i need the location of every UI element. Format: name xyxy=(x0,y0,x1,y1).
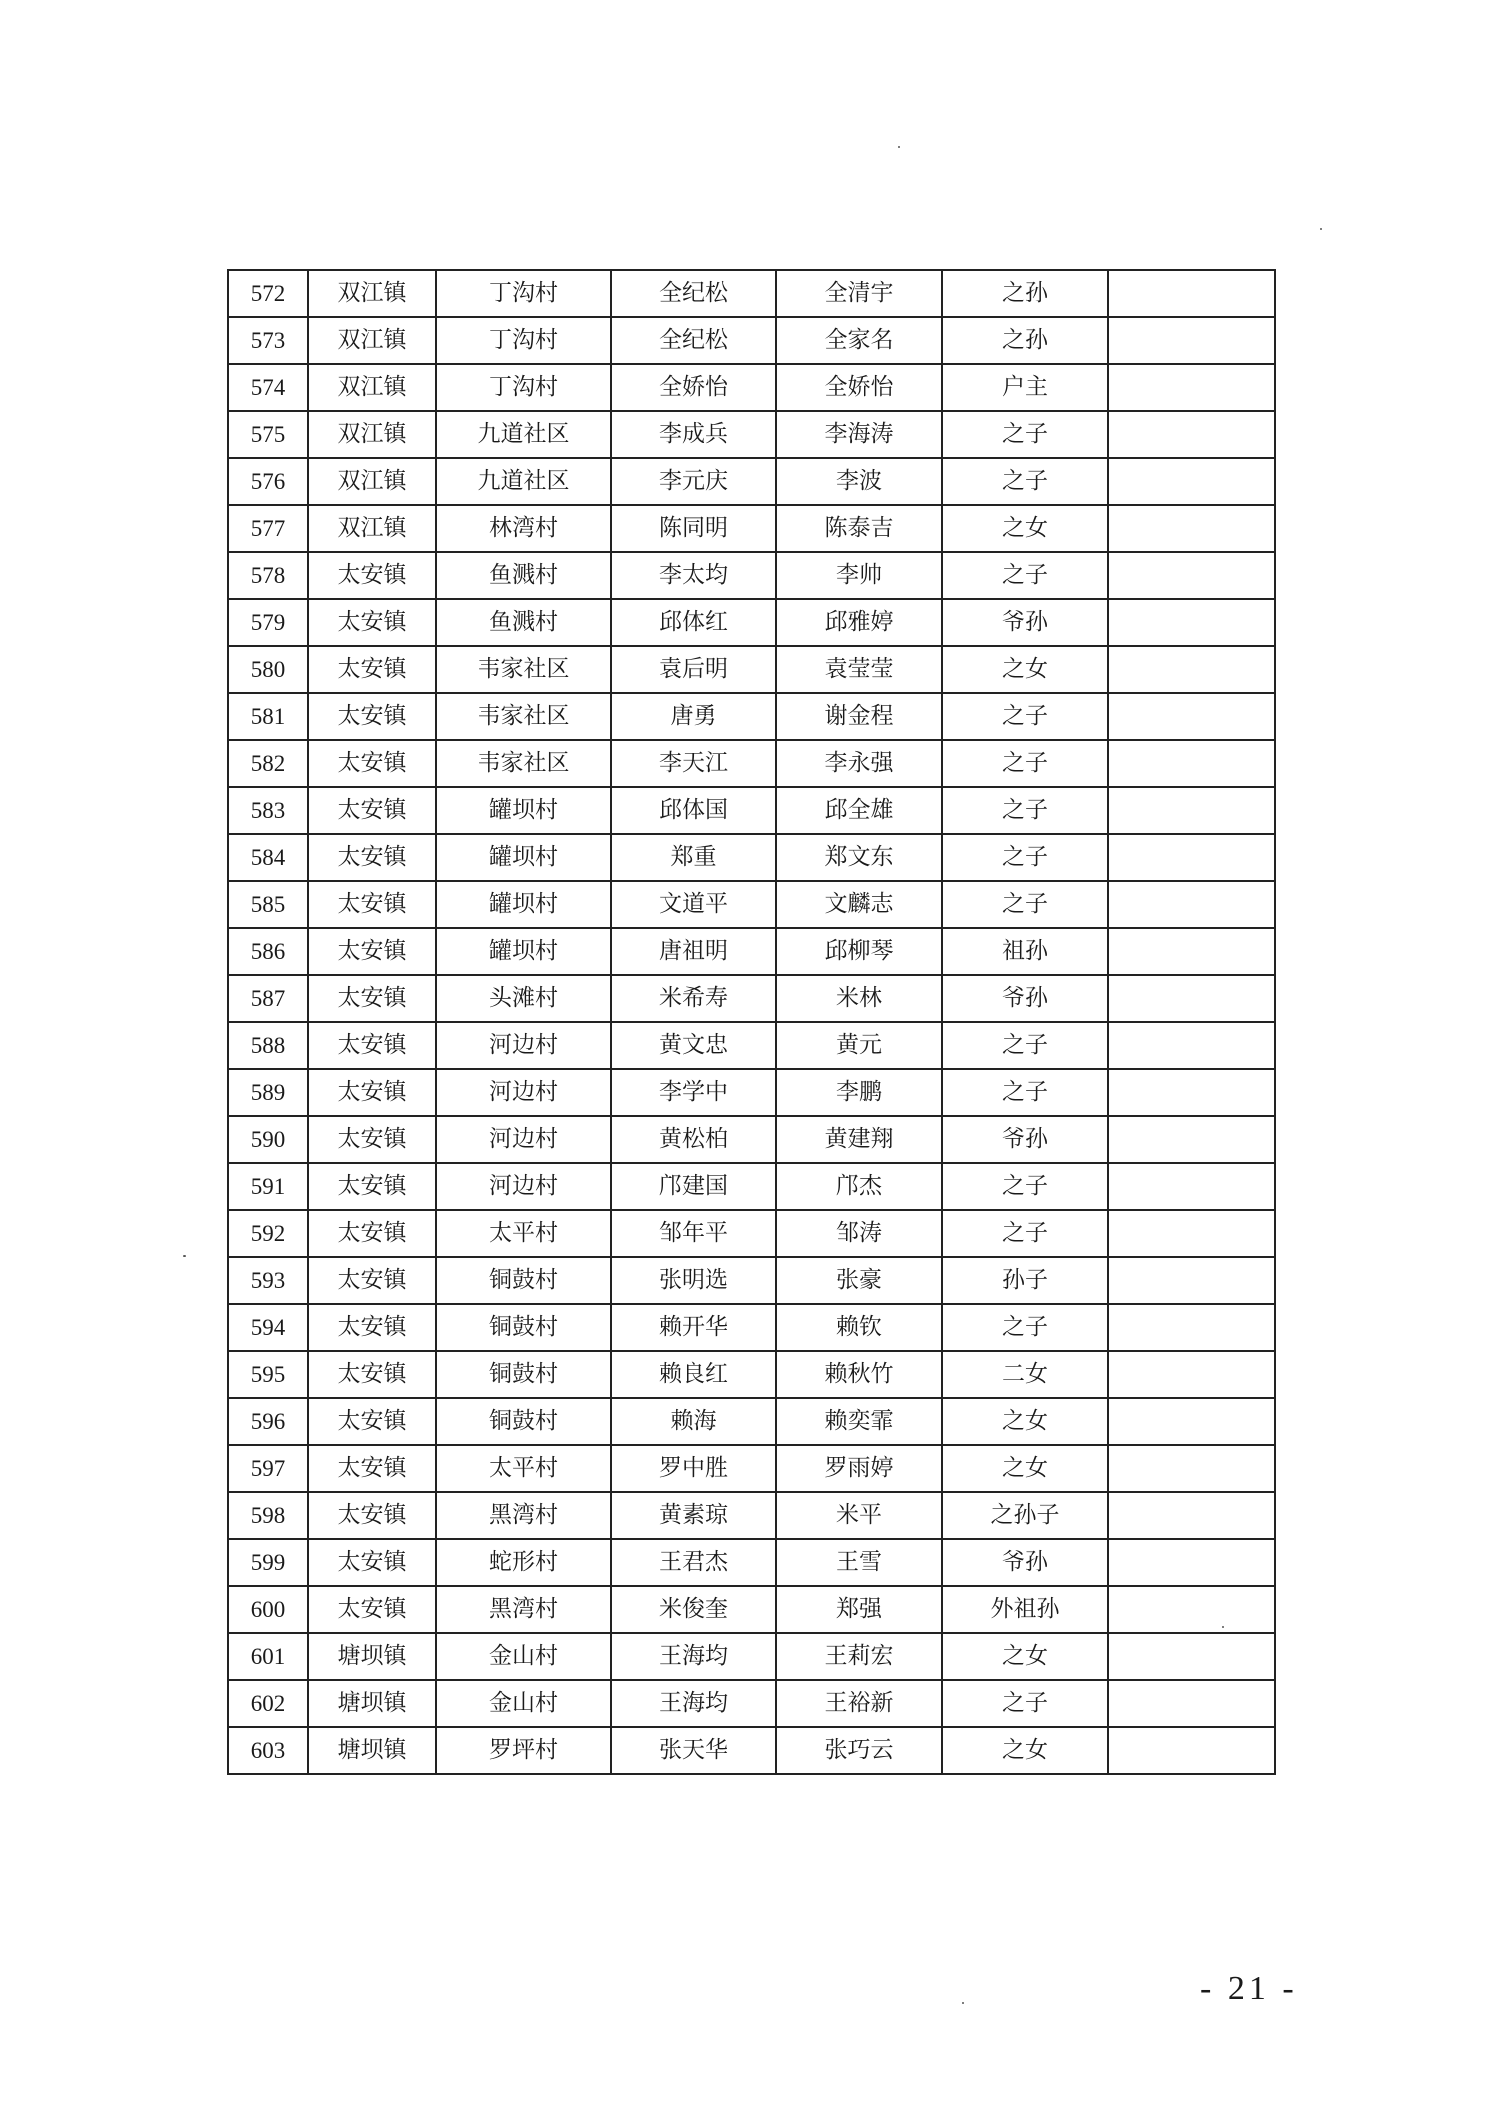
cell-town: 双江镇 xyxy=(308,364,436,411)
cell-town: 太安镇 xyxy=(308,599,436,646)
cell-relation: 之子 xyxy=(942,1210,1108,1257)
cell-no: 597 xyxy=(228,1445,308,1492)
cell-village: 铜鼓村 xyxy=(436,1257,611,1304)
cell-relation: 外祖孙 xyxy=(942,1586,1108,1633)
cell-applicant: 黄素琼 xyxy=(611,1492,776,1539)
cell-village: 黑湾村 xyxy=(436,1492,611,1539)
cell-village: 铜鼓村 xyxy=(436,1398,611,1445)
cell-name: 米林 xyxy=(776,975,942,1022)
cell-relation: 爷孙 xyxy=(942,1539,1108,1586)
cell-name: 王裕新 xyxy=(776,1680,942,1727)
cell-relation: 户主 xyxy=(942,364,1108,411)
cell-applicant: 李成兵 xyxy=(611,411,776,458)
cell-applicant: 全纪松 xyxy=(611,270,776,317)
cell-note xyxy=(1108,740,1275,787)
cell-name: 邹涛 xyxy=(776,1210,942,1257)
cell-note xyxy=(1108,1351,1275,1398)
table-row xyxy=(228,928,1275,975)
table-row xyxy=(228,317,1275,364)
cell-no: 589 xyxy=(228,1069,308,1116)
cell-relation: 之女 xyxy=(942,1445,1108,1492)
cell-relation: 爷孙 xyxy=(942,599,1108,646)
cell-no: 601 xyxy=(228,1633,308,1680)
cell-no: 594 xyxy=(228,1304,308,1351)
cell-village: 河边村 xyxy=(436,1163,611,1210)
cell-note xyxy=(1108,1633,1275,1680)
table-row xyxy=(228,458,1275,505)
cell-no: 588 xyxy=(228,1022,308,1069)
cell-village: 铜鼓村 xyxy=(436,1351,611,1398)
cell-village: 丁沟村 xyxy=(436,364,611,411)
table-row xyxy=(228,1351,1275,1398)
cell-name: 陈泰吉 xyxy=(776,505,942,552)
cell-name: 李海涛 xyxy=(776,411,942,458)
table-row xyxy=(228,975,1275,1022)
cell-no: 602 xyxy=(228,1680,308,1727)
cell-applicant: 邝建国 xyxy=(611,1163,776,1210)
cell-village: 丁沟村 xyxy=(436,270,611,317)
cell-name: 李永强 xyxy=(776,740,942,787)
cell-town: 太安镇 xyxy=(308,1257,436,1304)
cell-village: 罐坝村 xyxy=(436,787,611,834)
table-row xyxy=(228,552,1275,599)
cell-village: 韦家社区 xyxy=(436,693,611,740)
cell-relation: 之子 xyxy=(942,881,1108,928)
cell-applicant: 李天江 xyxy=(611,740,776,787)
cell-no: 596 xyxy=(228,1398,308,1445)
cell-town: 太安镇 xyxy=(308,1445,436,1492)
cell-no: 585 xyxy=(228,881,308,928)
cell-name: 文麟志 xyxy=(776,881,942,928)
cell-town: 太安镇 xyxy=(308,1351,436,1398)
cell-town: 双江镇 xyxy=(308,505,436,552)
cell-relation: 之子 xyxy=(942,1304,1108,1351)
cell-town: 双江镇 xyxy=(308,270,436,317)
cell-village: 罐坝村 xyxy=(436,928,611,975)
cell-town: 太安镇 xyxy=(308,552,436,599)
table-row xyxy=(228,1398,1275,1445)
cell-name: 黄建翔 xyxy=(776,1116,942,1163)
cell-town: 太安镇 xyxy=(308,1304,436,1351)
cell-relation: 之子 xyxy=(942,1680,1108,1727)
scan-speck xyxy=(1222,1626,1224,1628)
page-number: - 21 - xyxy=(1200,1970,1298,2007)
cell-relation: 之女 xyxy=(942,1633,1108,1680)
cell-relation: 之子 xyxy=(942,693,1108,740)
cell-town: 太安镇 xyxy=(308,693,436,740)
cell-no: 574 xyxy=(228,364,308,411)
cell-no: 591 xyxy=(228,1163,308,1210)
cell-relation: 之子 xyxy=(942,787,1108,834)
roster-table-body xyxy=(228,270,1275,1774)
cell-town: 太安镇 xyxy=(308,1163,436,1210)
cell-no: 593 xyxy=(228,1257,308,1304)
cell-note xyxy=(1108,646,1275,693)
cell-village: 罐坝村 xyxy=(436,881,611,928)
cell-town: 太安镇 xyxy=(308,1116,436,1163)
cell-note xyxy=(1108,599,1275,646)
cell-applicant: 李太均 xyxy=(611,552,776,599)
cell-applicant: 黄文忠 xyxy=(611,1022,776,1069)
cell-name: 全清宇 xyxy=(776,270,942,317)
cell-applicant: 张明选 xyxy=(611,1257,776,1304)
cell-no: 581 xyxy=(228,693,308,740)
table-row xyxy=(228,1727,1275,1774)
cell-no: 587 xyxy=(228,975,308,1022)
table-row xyxy=(228,787,1275,834)
cell-relation: 之子 xyxy=(942,411,1108,458)
cell-no: 580 xyxy=(228,646,308,693)
cell-no: 573 xyxy=(228,317,308,364)
table-row xyxy=(228,1069,1275,1116)
cell-name: 邱全雄 xyxy=(776,787,942,834)
cell-note xyxy=(1108,270,1275,317)
cell-no: 590 xyxy=(228,1116,308,1163)
cell-note xyxy=(1108,928,1275,975)
table-row xyxy=(228,270,1275,317)
cell-note xyxy=(1108,787,1275,834)
cell-note xyxy=(1108,975,1275,1022)
cell-note xyxy=(1108,1022,1275,1069)
table-row xyxy=(228,1539,1275,1586)
cell-note xyxy=(1108,458,1275,505)
cell-no: 584 xyxy=(228,834,308,881)
cell-name: 李波 xyxy=(776,458,942,505)
cell-town: 太安镇 xyxy=(308,834,436,881)
cell-name: 王莉宏 xyxy=(776,1633,942,1680)
cell-note xyxy=(1108,881,1275,928)
cell-applicant: 张天华 xyxy=(611,1727,776,1774)
cell-applicant: 米希寿 xyxy=(611,975,776,1022)
cell-applicant: 赖开华 xyxy=(611,1304,776,1351)
cell-village: 罗坪村 xyxy=(436,1727,611,1774)
cell-relation: 之孙子 xyxy=(942,1492,1108,1539)
cell-relation: 之女 xyxy=(942,1727,1108,1774)
cell-village: 头滩村 xyxy=(436,975,611,1022)
table-row xyxy=(228,364,1275,411)
table-row xyxy=(228,646,1275,693)
cell-relation: 之女 xyxy=(942,1398,1108,1445)
cell-note xyxy=(1108,834,1275,881)
cell-note xyxy=(1108,552,1275,599)
cell-town: 太安镇 xyxy=(308,740,436,787)
cell-note xyxy=(1108,1492,1275,1539)
cell-relation: 之子 xyxy=(942,834,1108,881)
cell-note xyxy=(1108,1398,1275,1445)
cell-note xyxy=(1108,1257,1275,1304)
cell-village: 罐坝村 xyxy=(436,834,611,881)
cell-relation: 之子 xyxy=(942,552,1108,599)
cell-town: 塘坝镇 xyxy=(308,1727,436,1774)
cell-applicant: 米俊奎 xyxy=(611,1586,776,1633)
cell-relation: 之子 xyxy=(942,740,1108,787)
cell-village: 河边村 xyxy=(436,1069,611,1116)
cell-name: 王雪 xyxy=(776,1539,942,1586)
table-row xyxy=(228,740,1275,787)
cell-town: 太安镇 xyxy=(308,1210,436,1257)
table-row xyxy=(228,1633,1275,1680)
scan-speck xyxy=(183,1255,186,1257)
scan-speck xyxy=(1320,228,1322,230)
cell-note xyxy=(1108,693,1275,740)
cell-village: 太平村 xyxy=(436,1445,611,1492)
cell-relation: 爷孙 xyxy=(942,975,1108,1022)
cell-name: 全家名 xyxy=(776,317,942,364)
cell-no: 578 xyxy=(228,552,308,599)
cell-town: 太安镇 xyxy=(308,1492,436,1539)
cell-applicant: 袁后明 xyxy=(611,646,776,693)
cell-village: 九道社区 xyxy=(436,411,611,458)
cell-town: 塘坝镇 xyxy=(308,1633,436,1680)
roster-table xyxy=(227,269,1276,1775)
table-row xyxy=(228,599,1275,646)
cell-town: 双江镇 xyxy=(308,458,436,505)
cell-village: 鱼溅村 xyxy=(436,552,611,599)
cell-name: 黄元 xyxy=(776,1022,942,1069)
cell-name: 罗雨婷 xyxy=(776,1445,942,1492)
cell-village: 韦家社区 xyxy=(436,646,611,693)
cell-town: 双江镇 xyxy=(308,411,436,458)
cell-no: 577 xyxy=(228,505,308,552)
cell-village: 丁沟村 xyxy=(436,317,611,364)
cell-name: 邱柳琴 xyxy=(776,928,942,975)
cell-name: 赖奕霏 xyxy=(776,1398,942,1445)
table-row xyxy=(228,1210,1275,1257)
cell-applicant: 陈同明 xyxy=(611,505,776,552)
cell-town: 太安镇 xyxy=(308,1069,436,1116)
cell-village: 河边村 xyxy=(436,1116,611,1163)
cell-no: 599 xyxy=(228,1539,308,1586)
cell-note xyxy=(1108,1304,1275,1351)
cell-no: 600 xyxy=(228,1586,308,1633)
cell-applicant: 唐勇 xyxy=(611,693,776,740)
cell-relation: 之子 xyxy=(942,458,1108,505)
cell-note xyxy=(1108,1680,1275,1727)
cell-no: 603 xyxy=(228,1727,308,1774)
cell-applicant: 邱体红 xyxy=(611,599,776,646)
cell-note xyxy=(1108,1727,1275,1774)
cell-applicant: 王君杰 xyxy=(611,1539,776,1586)
cell-applicant: 赖良红 xyxy=(611,1351,776,1398)
cell-village: 鱼溅村 xyxy=(436,599,611,646)
cell-relation: 祖孙 xyxy=(942,928,1108,975)
cell-town: 太安镇 xyxy=(308,646,436,693)
cell-no: 572 xyxy=(228,270,308,317)
cell-note xyxy=(1108,1163,1275,1210)
cell-no: 582 xyxy=(228,740,308,787)
cell-town: 太安镇 xyxy=(308,881,436,928)
cell-no: 592 xyxy=(228,1210,308,1257)
cell-applicant: 王海均 xyxy=(611,1680,776,1727)
cell-town: 太安镇 xyxy=(308,1586,436,1633)
cell-no: 595 xyxy=(228,1351,308,1398)
cell-village: 河边村 xyxy=(436,1022,611,1069)
cell-name: 赖秋竹 xyxy=(776,1351,942,1398)
cell-name: 邱雅婷 xyxy=(776,599,942,646)
cell-relation: 孙子 xyxy=(942,1257,1108,1304)
table-row xyxy=(228,1586,1275,1633)
cell-no: 583 xyxy=(228,787,308,834)
cell-village: 蛇形村 xyxy=(436,1539,611,1586)
cell-name: 邝杰 xyxy=(776,1163,942,1210)
cell-name: 袁莹莹 xyxy=(776,646,942,693)
cell-note xyxy=(1108,411,1275,458)
cell-town: 太安镇 xyxy=(308,1022,436,1069)
table-row xyxy=(228,1304,1275,1351)
cell-village: 金山村 xyxy=(436,1633,611,1680)
cell-town: 双江镇 xyxy=(308,317,436,364)
cell-note xyxy=(1108,1069,1275,1116)
table-row xyxy=(228,1116,1275,1163)
cell-town: 太安镇 xyxy=(308,928,436,975)
cell-note xyxy=(1108,364,1275,411)
cell-village: 黑湾村 xyxy=(436,1586,611,1633)
cell-village: 铜鼓村 xyxy=(436,1304,611,1351)
cell-relation: 之孙 xyxy=(942,317,1108,364)
cell-name: 郑强 xyxy=(776,1586,942,1633)
cell-village: 九道社区 xyxy=(436,458,611,505)
cell-name: 全娇怡 xyxy=(776,364,942,411)
cell-name: 谢金程 xyxy=(776,693,942,740)
cell-name: 郑文东 xyxy=(776,834,942,881)
cell-relation: 爷孙 xyxy=(942,1116,1108,1163)
cell-relation: 之孙 xyxy=(942,270,1108,317)
cell-applicant: 黄松柏 xyxy=(611,1116,776,1163)
cell-town: 太安镇 xyxy=(308,1539,436,1586)
cell-town: 太安镇 xyxy=(308,975,436,1022)
table-row xyxy=(228,1257,1275,1304)
cell-village: 林湾村 xyxy=(436,505,611,552)
table-row xyxy=(228,1163,1275,1210)
table-row xyxy=(228,693,1275,740)
cell-applicant: 全纪松 xyxy=(611,317,776,364)
cell-town: 太安镇 xyxy=(308,1398,436,1445)
cell-relation: 之子 xyxy=(942,1022,1108,1069)
scan-speck xyxy=(898,146,900,148)
cell-applicant: 赖海 xyxy=(611,1398,776,1445)
cell-note xyxy=(1108,317,1275,364)
cell-applicant: 唐祖明 xyxy=(611,928,776,975)
table-row xyxy=(228,1022,1275,1069)
table-row xyxy=(228,411,1275,458)
cell-note xyxy=(1108,1445,1275,1492)
cell-applicant: 李元庆 xyxy=(611,458,776,505)
cell-name: 李鹏 xyxy=(776,1069,942,1116)
cell-applicant: 文道平 xyxy=(611,881,776,928)
table-row xyxy=(228,1445,1275,1492)
cell-name: 张巧云 xyxy=(776,1727,942,1774)
table-row xyxy=(228,505,1275,552)
table-row xyxy=(228,834,1275,881)
cell-no: 575 xyxy=(228,411,308,458)
table-row xyxy=(228,881,1275,928)
cell-village: 太平村 xyxy=(436,1210,611,1257)
cell-village: 金山村 xyxy=(436,1680,611,1727)
cell-applicant: 王海均 xyxy=(611,1633,776,1680)
cell-no: 586 xyxy=(228,928,308,975)
cell-applicant: 邱体国 xyxy=(611,787,776,834)
cell-applicant: 李学中 xyxy=(611,1069,776,1116)
cell-applicant: 罗中胜 xyxy=(611,1445,776,1492)
cell-applicant: 邹年平 xyxy=(611,1210,776,1257)
cell-town: 塘坝镇 xyxy=(308,1680,436,1727)
cell-village: 韦家社区 xyxy=(436,740,611,787)
scan-speck xyxy=(962,2002,964,2004)
cell-name: 米平 xyxy=(776,1492,942,1539)
cell-name: 张豪 xyxy=(776,1257,942,1304)
cell-note xyxy=(1108,1116,1275,1163)
cell-applicant: 全娇怡 xyxy=(611,364,776,411)
cell-relation: 之子 xyxy=(942,1163,1108,1210)
cell-relation: 之子 xyxy=(942,1069,1108,1116)
cell-town: 太安镇 xyxy=(308,787,436,834)
table-row xyxy=(228,1492,1275,1539)
cell-applicant: 郑重 xyxy=(611,834,776,881)
cell-name: 赖钦 xyxy=(776,1304,942,1351)
cell-relation: 之女 xyxy=(942,646,1108,693)
cell-relation: 二女 xyxy=(942,1351,1108,1398)
cell-no: 576 xyxy=(228,458,308,505)
cell-relation: 之女 xyxy=(942,505,1108,552)
cell-name: 李帅 xyxy=(776,552,942,599)
cell-note xyxy=(1108,1586,1275,1633)
cell-no: 579 xyxy=(228,599,308,646)
table-row xyxy=(228,1680,1275,1727)
cell-no: 598 xyxy=(228,1492,308,1539)
cell-note xyxy=(1108,1539,1275,1586)
cell-note xyxy=(1108,505,1275,552)
cell-note xyxy=(1108,1210,1275,1257)
